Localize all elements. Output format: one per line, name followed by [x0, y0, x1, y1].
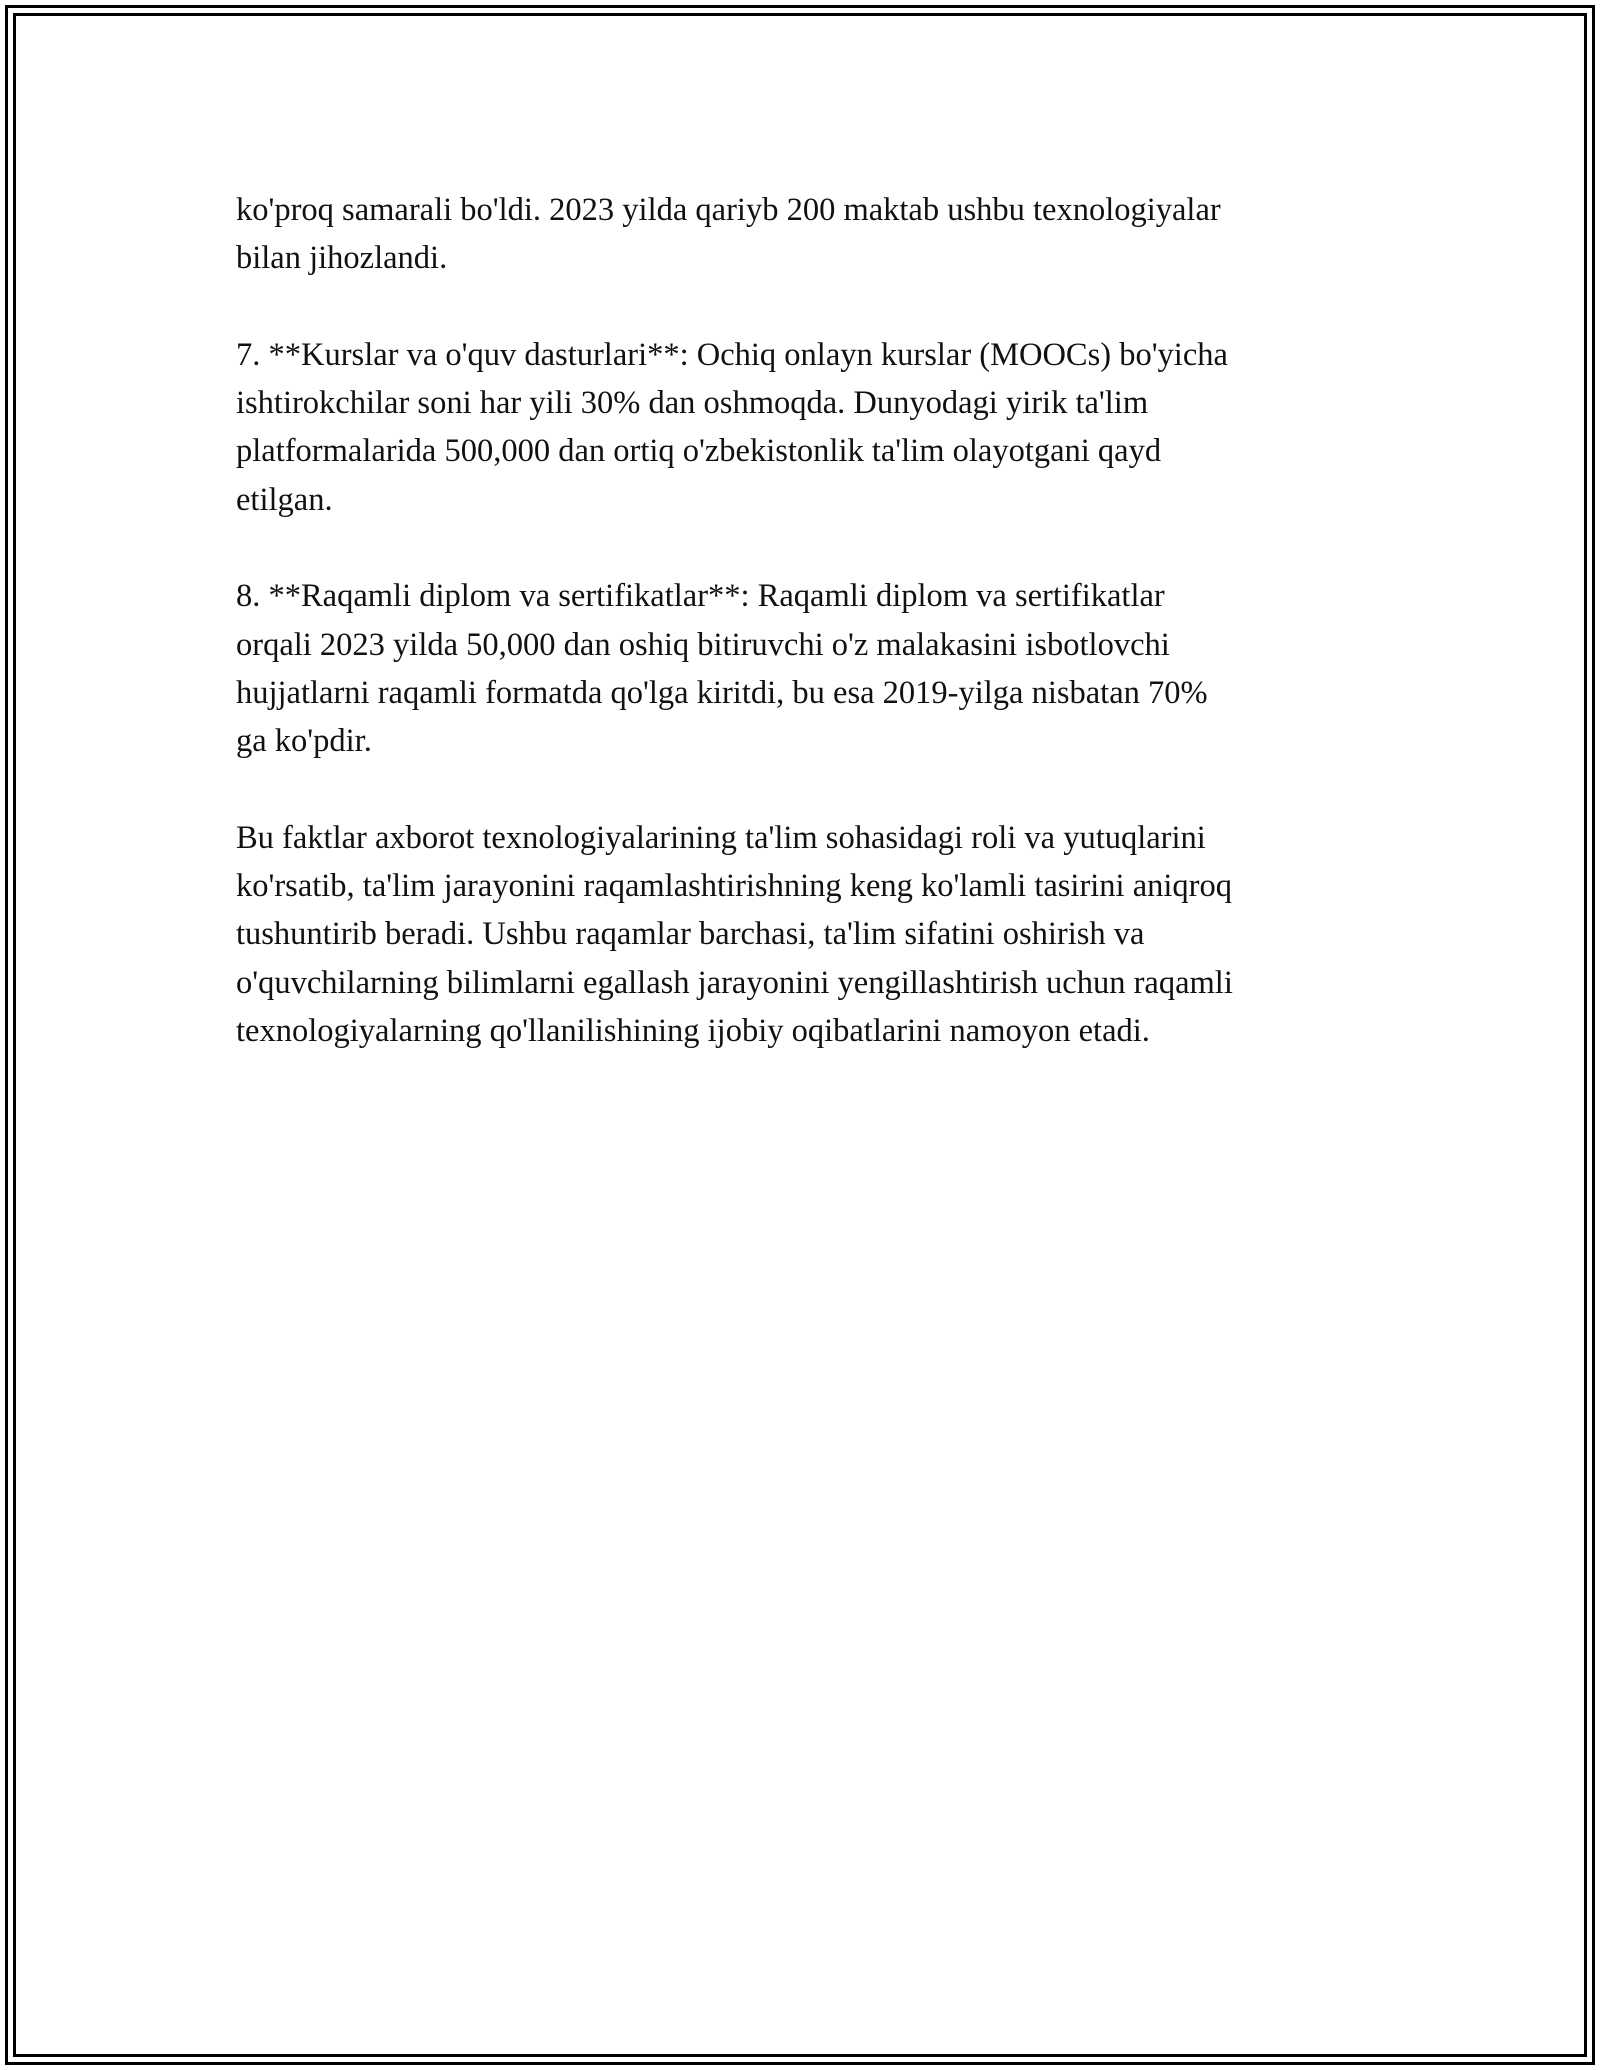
paragraph-conclusion: Bu faktlar axborot texnologiyalarining ta'lim sohasidagi roli va yutuqlarini ko'rsatib, ta'lim jarayonini raqamlashtirishning keng ko'lamli tasirini aniqroq tushuntirib beradi. Ushbu raqamlar barchasi, ta'lim sifatini oshirish va o'quvchilarning bilimlarni egallash jarayonini yengillashtirish uchun raqamli texnologiyalarning qo'llanilishining ijobiy oqibatlarini namoyon etadi. — [236, 819, 1233, 1050]
paragraph-item-7-courses: 7. **Kurslar va o'quv dasturlari**: Ochiq onlayn kurslar (MOOCs) bo'yicha ishtirokchilar soni har yili 30% dan oshmoqda. Dunyodagi yirik ta'lim platformalarida 500,000 dan ortiq o'zbekistonlik ta'lim olayotgani qayd etilgan. — [236, 336, 1228, 518]
document-body — [236, 186, 1376, 1104]
paragraph-item-8-digital-diplomas: 8. **Raqamli diplom va sertifikatlar**: Raqamli diplom va sertifikatlar orqali 2023 yilda 50,000 dan oshiq bitiruvchi o'z malakasini isbotlovchi hujjatlarni raqamli formatda qo'lga kiritdi, bu esa 2019-yilga nisbatan 70% ga ko'pdir. — [236, 578, 1208, 760]
paragraph-continuation: ko'proq samarali bo'ldi. 2023 yilda qariyb 200 maktab ushbu texnologiyalar bilan jihozlandi. — [236, 192, 1221, 277]
